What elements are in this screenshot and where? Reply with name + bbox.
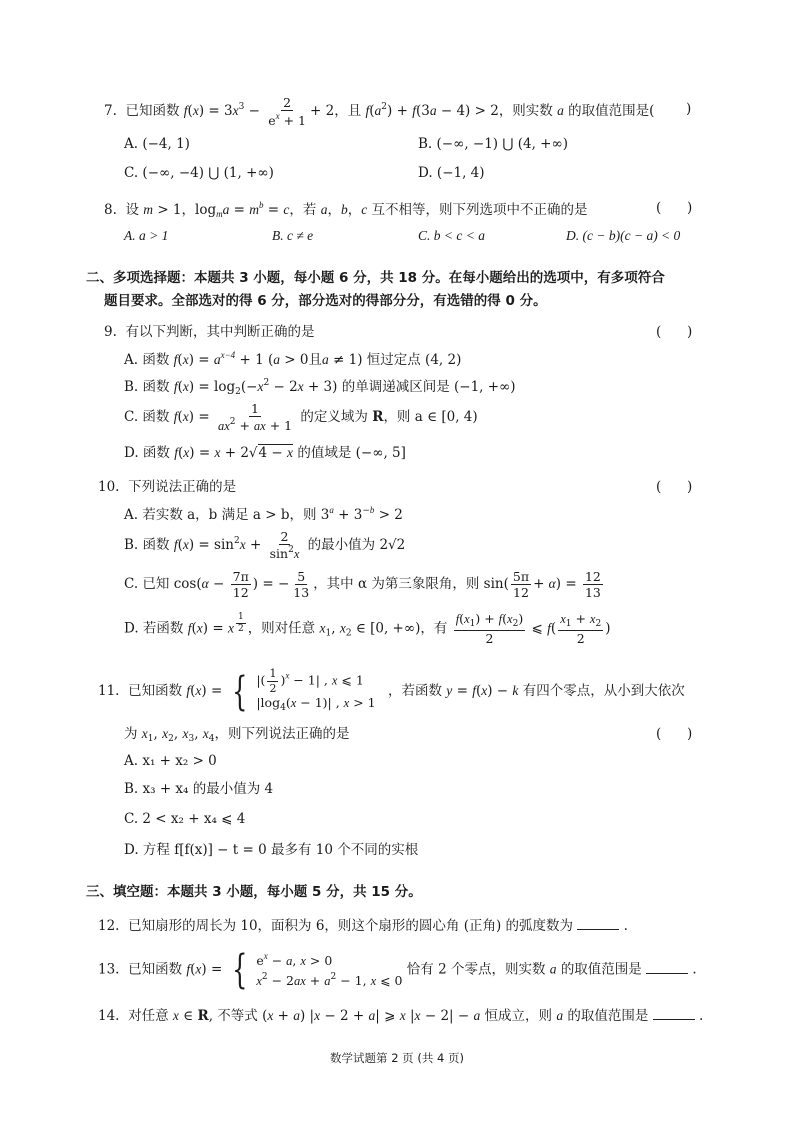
q14-answer-blank[interactable]	[653, 1007, 695, 1020]
q11-option-a: A. x₁ + x₂ > 0	[124, 753, 217, 769]
q9-option-c: C. 函数 f(x) = $\frac{1}{ax^2 + ax + 1}$ 的定义域为 R，则 a ∈ [0, 4)	[124, 401, 478, 434]
page-footer: 数学试题第 2 页 (共 4 页)	[330, 1051, 464, 1065]
q13-stem: 13. 已知函数 f(x) = { $e^x - a$, x > 0 $x^2 - 2ax + a^2 - 1$, x ⩽ 0 恰有 2 个零点，则实数 a 的取值范围是 .	[98, 947, 697, 993]
q10-number: 10.	[98, 479, 120, 495]
q9-option-a: A. 函数 $f(x) = a^{x-4} + 1$ (a > 0且a ≠ 1) 恒过定点 (4, 2)	[124, 350, 462, 368]
q14-stem: 14. 对任意 x ∈ R, 不等式 (x + a) |x − 2 + a| ⩾ x |x − 2| − a 恒成立，则 a 的取值范围是 .	[98, 1008, 704, 1024]
q12-stem: 12. 已知扇形的周长为 10，面积为 6，则这个扇形的圆心角 (正角) 的弧度数为 .	[98, 918, 628, 934]
q7-paren-close: )	[686, 101, 692, 117]
q11-stem-right: ，若函数 y = f(x) − k 有四个零点，从小到大依次	[388, 683, 685, 699]
q8-option-a: A. a > 1	[124, 228, 169, 243]
q8-option-c: C. b < c < a	[418, 228, 485, 243]
q8-answer-paren: ( )	[656, 200, 693, 216]
q8-number: 8.	[104, 202, 117, 218]
q12-number: 12.	[98, 918, 120, 934]
q9-stem: 9. 有以下判断，其中判断正确的是	[104, 324, 315, 340]
q10-option-c: C. 已知 cos(α − $\frac{7\pi}{12}$ ) = − $\frac{5}{13}$ ，其中 α 为第三象限角，则 sin( $\frac{5\pi}{12}$ + α) = $\frac{12}{13}$	[124, 569, 601, 601]
q10-stem: 10. 下列说法正确的是	[98, 479, 237, 495]
q10-option-a: A. 若实数 a，b 满足 a > b，则 $3^a + 3^{-b} > 2$	[124, 505, 403, 523]
q11-option-d: D. 方程 f[f(x)] − t = 0 最多有 10 个不同的实根	[124, 842, 419, 858]
q11-stem: 11. 已知函数 f(x) = { |( $\frac{1}{2}$ )$^x$ − 1| , x ⩽ 1 $|\log_4(x - 1)|$ , x > 1	[98, 667, 376, 715]
q7-number: 7.	[104, 103, 117, 120]
q7-stem: 7. 已知函数 $f(x) = 3x^3$ − $\frac{2}{e^x + 1}$ + 2，且 $f(a^2) + f(3a - 4) > 2$，则实数 a 的取值范围是(	[104, 95, 655, 129]
q9-option-d: D. 函数 f(x) = x + 2√4 − x 的值域是 (−∞, 5]	[124, 445, 406, 461]
q7-option-a: A. (−4, 1)	[124, 136, 190, 152]
q7-option-d: D. (−1, 4)	[418, 165, 485, 181]
section2-heading-line2: 题目要求。全部选对的得 6 分，部分选对的得部分分，有选错的得 0 分。	[104, 293, 547, 309]
q11-option-c: C. 2 < x₂ + x₄ ⩽ 4	[124, 811, 246, 827]
q13-answer-blank[interactable]	[646, 961, 688, 974]
q10-option-b: B. 函数 $f(x) = \sin^2x$ + $\frac{2}{\sin^2x}$ 的最小值为 2√2	[124, 529, 406, 562]
q7-option-c: C. (−∞, −4) ⋃ (1, +∞)	[124, 165, 274, 181]
q11-option-b: B. x₃ + x₄ 的最小值为 4	[124, 781, 274, 797]
q10-option-d: D. 若函数 f(x) = x $^{\frac{1}{2}}$ ，则对任意 $x_1$, $x_2$ ∈ [0, +∞)，有 $\frac{f(x_1) + f(x_2)}{2}$ ⩽ f( $\frac{x_1 + x_2}{2}$ )	[124, 611, 611, 647]
section3-heading: 三、填空题：本题共 3 小题，每小题 5 分，共 15 分。	[86, 884, 422, 900]
q9-answer-paren: ( )	[656, 324, 693, 340]
q13-number: 13.	[98, 961, 120, 978]
q10-answer-paren: ( )	[656, 479, 693, 495]
q11-number: 11.	[98, 683, 120, 700]
section2-heading-line1: 二、多项选择题：本题共 3 小题，每小题 6 分，共 18 分。在每小题给出的选项中，有多项符合	[86, 270, 665, 286]
q7-option-b: B. (−∞, −1) ⋃ (4, +∞)	[418, 136, 568, 152]
q8-option-b: B. c ≠ e	[272, 228, 314, 243]
q11-answer-paren: ( )	[656, 726, 693, 742]
q11-stem-line2: 为 $x_1$, $x_2$, $x_3$, $x_4$，则下列说法正确的是	[124, 726, 350, 744]
q12-answer-blank[interactable]	[577, 917, 619, 930]
q14-number: 14.	[98, 1008, 120, 1024]
q9-number: 9.	[104, 324, 117, 340]
q9-option-b: B. 函数 $f(x) = \log_2(-x^2 - 2x + 3)$ 的单调递减区间是 (−1, +∞)	[124, 378, 516, 397]
q8-option-d: D. (c − b)(c − a) < 0	[566, 228, 681, 243]
q8-stem: 8. 设 m > 1，$\log_ma = m^b = c$，若 a，b，c 互不相等，则下列选项中不正确的是	[104, 200, 588, 219]
